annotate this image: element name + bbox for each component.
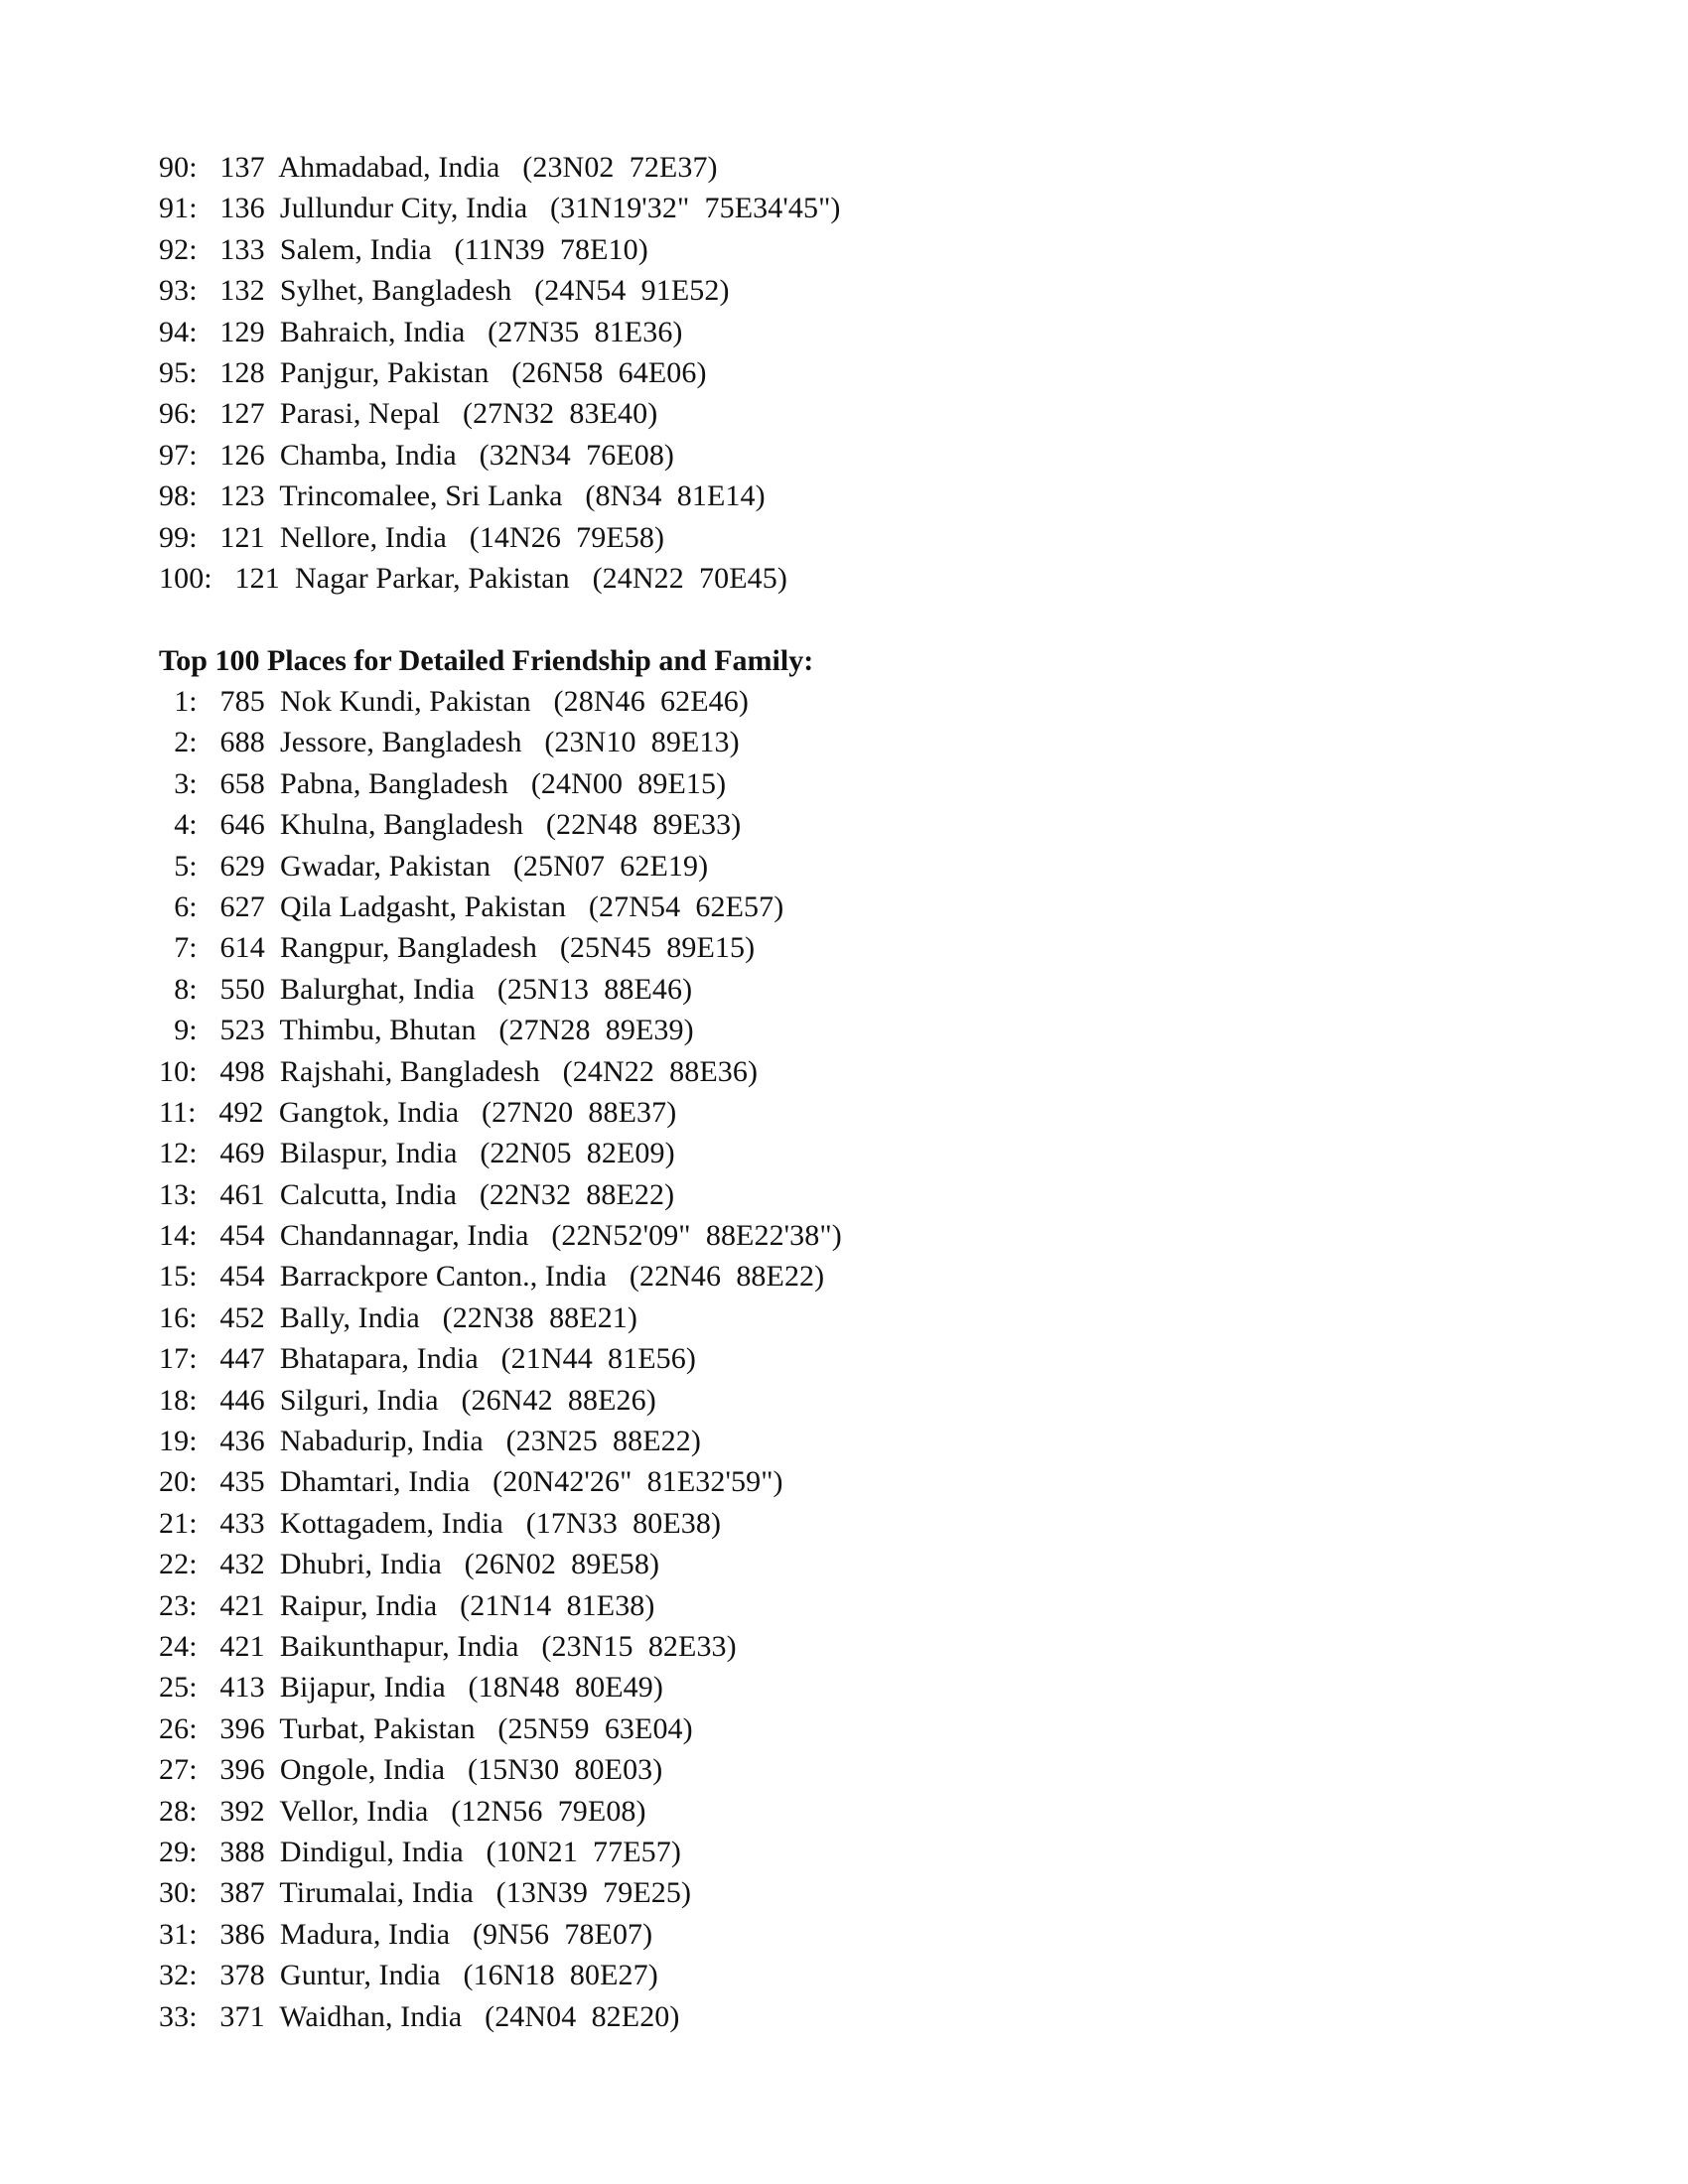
list-item: 93: 132 Sylhet, Bangladesh (24N54 91E52)	[159, 274, 730, 308]
list-item: 18: 446 Silguri, India (26N42 88E26)	[159, 1383, 656, 1417]
list-item: 32: 378 Guntur, India (16N18 80E27)	[159, 1959, 658, 1992]
list-item: 33: 371 Waidhan, India (24N04 82E20)	[159, 1999, 680, 2033]
list-item: 9: 523 Thimbu, Bhutan (27N28 89E39)	[159, 1014, 694, 1047]
list-item: 99: 121 Nellore, India (14N26 79E58)	[159, 520, 665, 554]
list-item: 30: 387 Tirumalai, India (13N39 79E25)	[159, 1876, 692, 1910]
list-item: 98: 123 Trincomalee, Sri Lanka (8N34 81E14)	[159, 479, 766, 513]
list-item: 97: 126 Chamba, India (32N34 76E08)	[159, 438, 675, 472]
continuation-list	[159, 147, 841, 599]
list-item: 6: 627 Qila Ladgasht, Pakistan (27N54 62E57)	[159, 889, 784, 923]
list-item: 25: 413 Bijapur, India (18N48 80E49)	[159, 1671, 663, 1705]
list-item: 13: 461 Calcutta, India (22N32 88E22)	[159, 1177, 675, 1211]
list-item: 24: 421 Baikunthapur, India (23N15 82E33)	[159, 1629, 737, 1663]
list-item: 91: 136 Jullundur City, India (31N19'32" 75E34'45")	[159, 192, 841, 225]
list-item: 14: 454 Chandannagar, India (22N52'09" 88E22'38")	[159, 1219, 842, 1253]
list-item: 15: 454 Barrackpore Canton., India (22N46 88E22)	[159, 1260, 825, 1294]
list-item: 7: 614 Rangpur, Bangladesh (25N45 89E15)	[159, 931, 756, 965]
list-item: 31: 386 Madura, India (9N56 78E07)	[159, 1917, 653, 1951]
list-item: 94: 129 Bahraich, India (27N35 81E36)	[159, 315, 683, 348]
friendship-family-list	[159, 681, 842, 2037]
list-item: 8: 550 Balurghat, India (25N13 88E46)	[159, 972, 693, 1006]
list-item: 3: 658 Pabna, Bangladesh (24N00 89E15)	[159, 766, 727, 800]
list-item: 100: 121 Nagar Parkar, Pakistan (24N22 70E45)	[159, 561, 787, 595]
list-item: 90: 137 Ahmadabad, India (23N02 72E37)	[159, 151, 718, 184]
list-item: 96: 127 Parasi, Nepal (27N32 83E40)	[159, 397, 658, 431]
list-item: 5: 629 Gwadar, Pakistan (25N07 62E19)	[159, 849, 709, 883]
list-item: 4: 646 Khulna, Bangladesh (22N48 89E33)	[159, 808, 742, 842]
list-item: 21: 433 Kottagadem, India (17N33 80E38)	[159, 1506, 722, 1540]
list-item: 29: 388 Dindigul, India (10N21 77E57)	[159, 1835, 681, 1868]
list-item: 19: 436 Nabadurip, India (23N25 88E22)	[159, 1425, 701, 1458]
list-item: 1: 785 Nok Kundi, Pakistan (28N46 62E46)	[159, 685, 749, 718]
list-item: 26: 396 Turbat, Pakistan (25N59 63E04)	[159, 1711, 693, 1745]
section-heading: Top 100 Places for Detailed Friendship and Family:	[159, 644, 814, 677]
list-item: 11: 492 Gangtok, India (27N20 88E37)	[159, 1095, 677, 1129]
list-item: 27: 396 Ongole, India (15N30 80E03)	[159, 1753, 663, 1787]
list-item: 17: 447 Bhatapara, India (21N44 81E56)	[159, 1342, 696, 1376]
list-item: 23: 421 Raipur, India (21N14 81E38)	[159, 1588, 655, 1622]
list-item: 10: 498 Rajshahi, Bangladesh (24N22 88E36)	[159, 1054, 759, 1088]
list-item: 92: 133 Salem, India (11N39 78E10)	[159, 232, 648, 266]
list-item: 2: 688 Jessore, Bangladesh (23N10 89E13)	[159, 726, 740, 759]
list-item: 28: 392 Vellor, India (12N56 79E08)	[159, 1794, 646, 1828]
list-item: 16: 452 Bally, India (22N38 88E21)	[159, 1300, 637, 1334]
list-item: 12: 469 Bilaspur, India (22N05 82E09)	[159, 1137, 675, 1170]
list-item: 22: 432 Dhubri, India (26N02 89E58)	[159, 1548, 660, 1581]
list-item: 95: 128 Panjgur, Pakistan (26N58 64E06)	[159, 355, 707, 389]
list-item: 20: 435 Dhamtari, India (20N42'26" 81E32'59")	[159, 1465, 783, 1499]
